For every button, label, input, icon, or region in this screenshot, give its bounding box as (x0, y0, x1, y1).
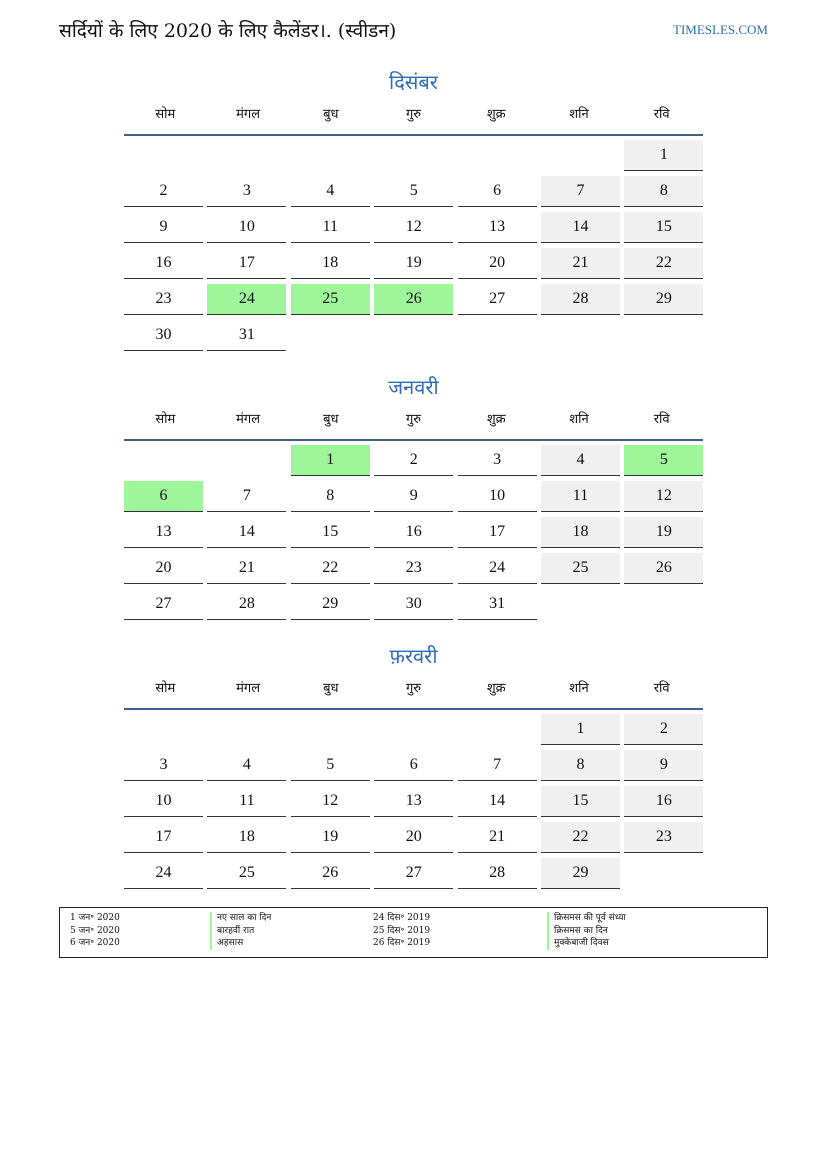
weekday-label: सोम (155, 681, 176, 696)
day-cell: 23 (624, 822, 703, 853)
day-cell: 20 (124, 553, 203, 584)
day-cell: 11 (207, 786, 286, 817)
day-cell: 21 (541, 248, 620, 279)
month-february (124, 640, 703, 926)
legend-dates-right (373, 912, 430, 950)
day-cell: 23 (374, 553, 453, 584)
day-cell: 9 (624, 750, 703, 781)
day-cell: 19 (291, 822, 370, 853)
day-cell: 10 (458, 481, 537, 512)
day-cell: 18 (207, 822, 286, 853)
legend-holiday-name: नए साल का दिन (210, 912, 271, 925)
day-cell: 22 (291, 553, 370, 584)
day-cell: 16 (374, 517, 453, 548)
weekday-header (124, 98, 703, 136)
weekday-label: शुक्र (486, 412, 506, 427)
day-cell: 8 (541, 750, 620, 781)
day-cell: 7 (207, 481, 286, 512)
weekday-label: शुक्र (486, 107, 506, 122)
day-cell: 14 (458, 786, 537, 817)
legend-holiday-name: क्रिसमस की पूर्व संध्या (547, 912, 626, 925)
day-cell: 29 (291, 589, 370, 620)
day-cell: 5 (624, 445, 703, 476)
day-cell: 2 (374, 445, 453, 476)
day-cell: 15 (624, 212, 703, 243)
day-cell: 9 (124, 212, 203, 243)
weekday-label: रवि (653, 412, 670, 427)
day-cell: 25 (541, 553, 620, 584)
day-cell: 28 (458, 858, 537, 889)
legend-date: 1 जन॰ 2020 (70, 913, 120, 923)
weekday-label: मंगल (236, 681, 261, 696)
day-cell: 21 (458, 822, 537, 853)
legend-date: 25 दिस॰ 2019 (373, 925, 431, 936)
weekday-label: मंगल (236, 107, 261, 122)
weekday-label: बुध (323, 412, 339, 427)
weekday-label: मंगल (236, 412, 261, 427)
day-cell: 26 (291, 858, 370, 889)
day-cell: 25 (207, 858, 286, 889)
day-cell: 6 (124, 481, 203, 512)
weekday-label: रवि (653, 681, 670, 696)
day-cell: 15 (291, 517, 370, 548)
day-cell: 14 (541, 212, 620, 243)
day-cell: 14 (207, 517, 286, 548)
day-cell: 16 (124, 248, 203, 279)
legend-holiday-name: अहसास (210, 937, 271, 950)
day-cell: 7 (541, 176, 620, 207)
month-title: जनवरी (388, 375, 439, 399)
day-cell: 19 (374, 248, 453, 279)
day-cell: 18 (291, 248, 370, 279)
day-cell: 23 (124, 284, 203, 315)
day-cell: 1 (624, 140, 703, 171)
day-cell: 13 (458, 212, 537, 243)
day-cell: 4 (541, 445, 620, 476)
day-cell: 12 (374, 212, 453, 243)
day-cell: 26 (624, 553, 703, 584)
day-cell: 1 (291, 445, 370, 476)
day-cell: 4 (291, 176, 370, 207)
day-cell: 27 (124, 589, 203, 620)
weekday-label: बुध (323, 681, 339, 696)
day-cell: 21 (207, 553, 286, 584)
legend-holiday-name: मुक्केबाजी दिवस (547, 937, 626, 950)
day-cell: 16 (624, 786, 703, 817)
day-cell: 12 (291, 786, 370, 817)
day-cell: 20 (374, 822, 453, 853)
day-grid (124, 441, 703, 657)
day-cell: 25 (291, 284, 370, 315)
weekday-label: सोम (155, 107, 176, 122)
legend-date: 24 दिस॰ 2019 (373, 913, 431, 923)
weekday-label: सोम (155, 412, 176, 427)
day-grid (124, 136, 703, 352)
holiday-legend (59, 907, 768, 958)
day-cell: 8 (291, 481, 370, 512)
weekday-label: शनि (569, 107, 589, 122)
page-title: सर्दियों के लिए 2020 के लिए कैलेंडर।. (स्वीडन) (59, 20, 397, 42)
day-cell: 4 (207, 750, 286, 781)
weekday-label: शनि (569, 412, 589, 427)
weekday-header (124, 672, 703, 710)
day-cell: 18 (541, 517, 620, 548)
day-cell: 5 (374, 176, 453, 207)
weekday-header (124, 403, 703, 441)
day-cell: 15 (541, 786, 620, 817)
day-cell: 24 (124, 858, 203, 889)
day-cell: 24 (207, 284, 286, 315)
day-cell: 24 (458, 553, 537, 584)
weekday-label: रवि (653, 107, 670, 122)
weekday-label: गुरु (405, 681, 422, 696)
day-cell: 3 (207, 176, 286, 207)
month-title: फ़रवरी (389, 644, 438, 668)
day-cell: 3 (458, 445, 537, 476)
day-cell: 22 (624, 248, 703, 279)
day-cell: 27 (458, 284, 537, 315)
day-cell: 10 (124, 786, 203, 817)
weekday-label: बुध (323, 107, 339, 122)
day-cell: 6 (374, 750, 453, 781)
weekday-label: शुक्र (486, 681, 506, 696)
day-cell: 28 (541, 284, 620, 315)
month-january (124, 371, 703, 657)
day-cell: 11 (541, 481, 620, 512)
day-cell: 13 (124, 517, 203, 548)
day-cell: 17 (124, 822, 203, 853)
day-cell: 12 (624, 481, 703, 512)
day-cell: 30 (124, 320, 203, 351)
day-cell: 31 (207, 320, 286, 351)
legend-date: 5 जन॰ 2020 (70, 925, 120, 936)
day-cell: 13 (374, 786, 453, 817)
legend-names-left (210, 912, 271, 950)
day-cell: 26 (374, 284, 453, 315)
legend-date: 26 दिस॰ 2019 (373, 938, 431, 948)
day-cell: 17 (458, 517, 537, 548)
legend-date: 6 जन॰ 2020 (70, 938, 120, 948)
legend-holiday-name: क्रिसमस का दिन (547, 925, 626, 938)
day-cell: 17 (207, 248, 286, 279)
legend-holiday-name: बारहवीं रात (210, 925, 271, 938)
day-cell: 7 (458, 750, 537, 781)
day-cell: 28 (207, 589, 286, 620)
site-link[interactable]: TIMESLES.COM (673, 22, 768, 37)
day-cell: 29 (624, 284, 703, 315)
day-cell: 6 (458, 176, 537, 207)
legend-names-right (547, 912, 626, 950)
weekday-label: गुरु (405, 412, 422, 427)
day-cell: 20 (458, 248, 537, 279)
day-cell: 2 (624, 714, 703, 745)
day-cell: 3 (124, 750, 203, 781)
weekday-label: गुरु (405, 107, 422, 122)
month-december (124, 66, 703, 352)
month-title: दिसंबर (389, 70, 438, 94)
day-cell: 30 (374, 589, 453, 620)
day-cell: 29 (541, 858, 620, 889)
day-cell: 1 (541, 714, 620, 745)
legend-dates-left (70, 912, 120, 950)
day-grid (124, 710, 703, 926)
day-cell: 22 (541, 822, 620, 853)
day-cell: 31 (458, 589, 537, 620)
day-cell: 19 (624, 517, 703, 548)
day-cell: 2 (124, 176, 203, 207)
weekday-label: शनि (569, 681, 589, 696)
day-cell: 9 (374, 481, 453, 512)
day-cell: 27 (374, 858, 453, 889)
day-cell: 11 (291, 212, 370, 243)
day-cell: 8 (624, 176, 703, 207)
day-cell: 5 (291, 750, 370, 781)
day-cell: 10 (207, 212, 286, 243)
